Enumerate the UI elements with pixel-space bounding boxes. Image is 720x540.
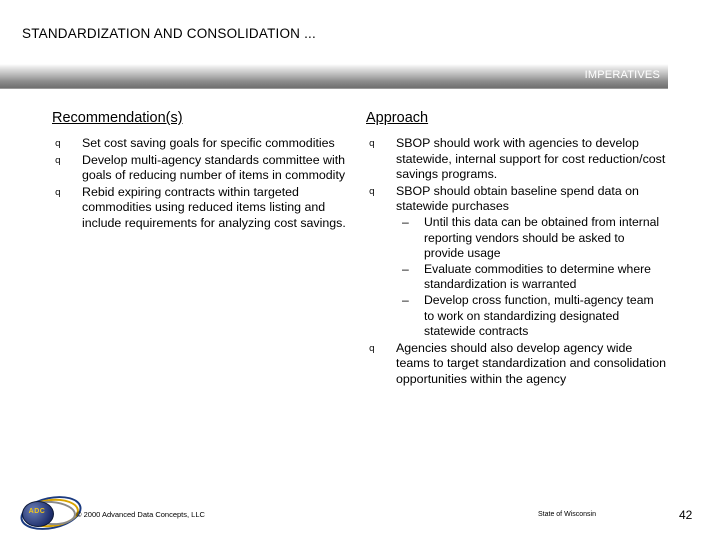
sub-list-item-text: Evaluate commodities to determine where standardization is warranted <box>424 261 651 292</box>
list-item <box>366 184 666 340</box>
banner-label: IMPERATIVES <box>584 69 660 81</box>
list-item <box>366 136 666 183</box>
page-title: STANDARDIZATION AND CONSOLIDATION ... <box>22 26 316 41</box>
bullet-marker-icon: q <box>369 186 375 197</box>
page-number: 42 <box>679 508 693 522</box>
bullet-marker-icon: q <box>369 139 375 149</box>
sub-list-item-text: Until this data can be obtained from internal reporting vendors should be asked to provide usage <box>424 214 660 261</box>
bullet-marker-icon: q <box>55 155 61 166</box>
dash-marker-icon: – <box>402 292 409 307</box>
dash-marker-icon: – <box>402 214 409 229</box>
list-item-text: Develop multi-agency standards committee with goals of reducing number of items in commodity <box>82 152 346 183</box>
list-item <box>52 153 362 184</box>
bullet-marker-icon: q <box>369 343 375 354</box>
list-item-text: Agencies should also develop agency wide teams to target standardization and consolidation opportunities within the agency <box>396 340 667 386</box>
list-item-text: SBOP should work with agencies to develop statewide, internal support for cost reduction/cost savings programs. <box>396 136 666 182</box>
client-name: State of Wisconsin <box>538 511 596 518</box>
sub-list-item <box>396 262 666 293</box>
imperatives-banner <box>0 64 668 89</box>
sub-list-item-text: Develop cross function, multi-agency team to work on standardizing designated statewide contracts <box>424 292 654 339</box>
list-item-text: Rebid expiring contracts within targeted commodities using reduced items listing and include requirements for analyzing cost savings. <box>82 184 346 230</box>
list-item <box>52 136 362 152</box>
bullet-marker-icon: q <box>55 187 61 198</box>
approach-heading: Approach <box>366 110 429 126</box>
sub-list-item <box>396 215 666 262</box>
list-item <box>366 341 666 388</box>
recommendations-heading: Recommendation(s) <box>52 110 183 126</box>
list-item-text: Set cost saving goals for specific commodities <box>82 136 335 150</box>
sub-list-item <box>396 293 666 340</box>
bullet-marker-icon: q <box>55 139 61 149</box>
list-item-text: SBOP should obtain baseline spend data on statewide purchases <box>396 183 639 214</box>
adc-logo <box>20 495 82 531</box>
logo-text: ADC <box>28 508 46 515</box>
approach-sub-list <box>396 215 666 340</box>
dash-marker-icon: – <box>402 261 409 276</box>
list-item <box>52 185 362 232</box>
copyright-text: © 2000 Advanced Data Concepts, LLC <box>76 510 205 519</box>
recommendations-column <box>52 110 362 233</box>
approach-column <box>366 110 666 389</box>
recommendations-list <box>52 136 362 232</box>
approach-list <box>366 136 666 388</box>
